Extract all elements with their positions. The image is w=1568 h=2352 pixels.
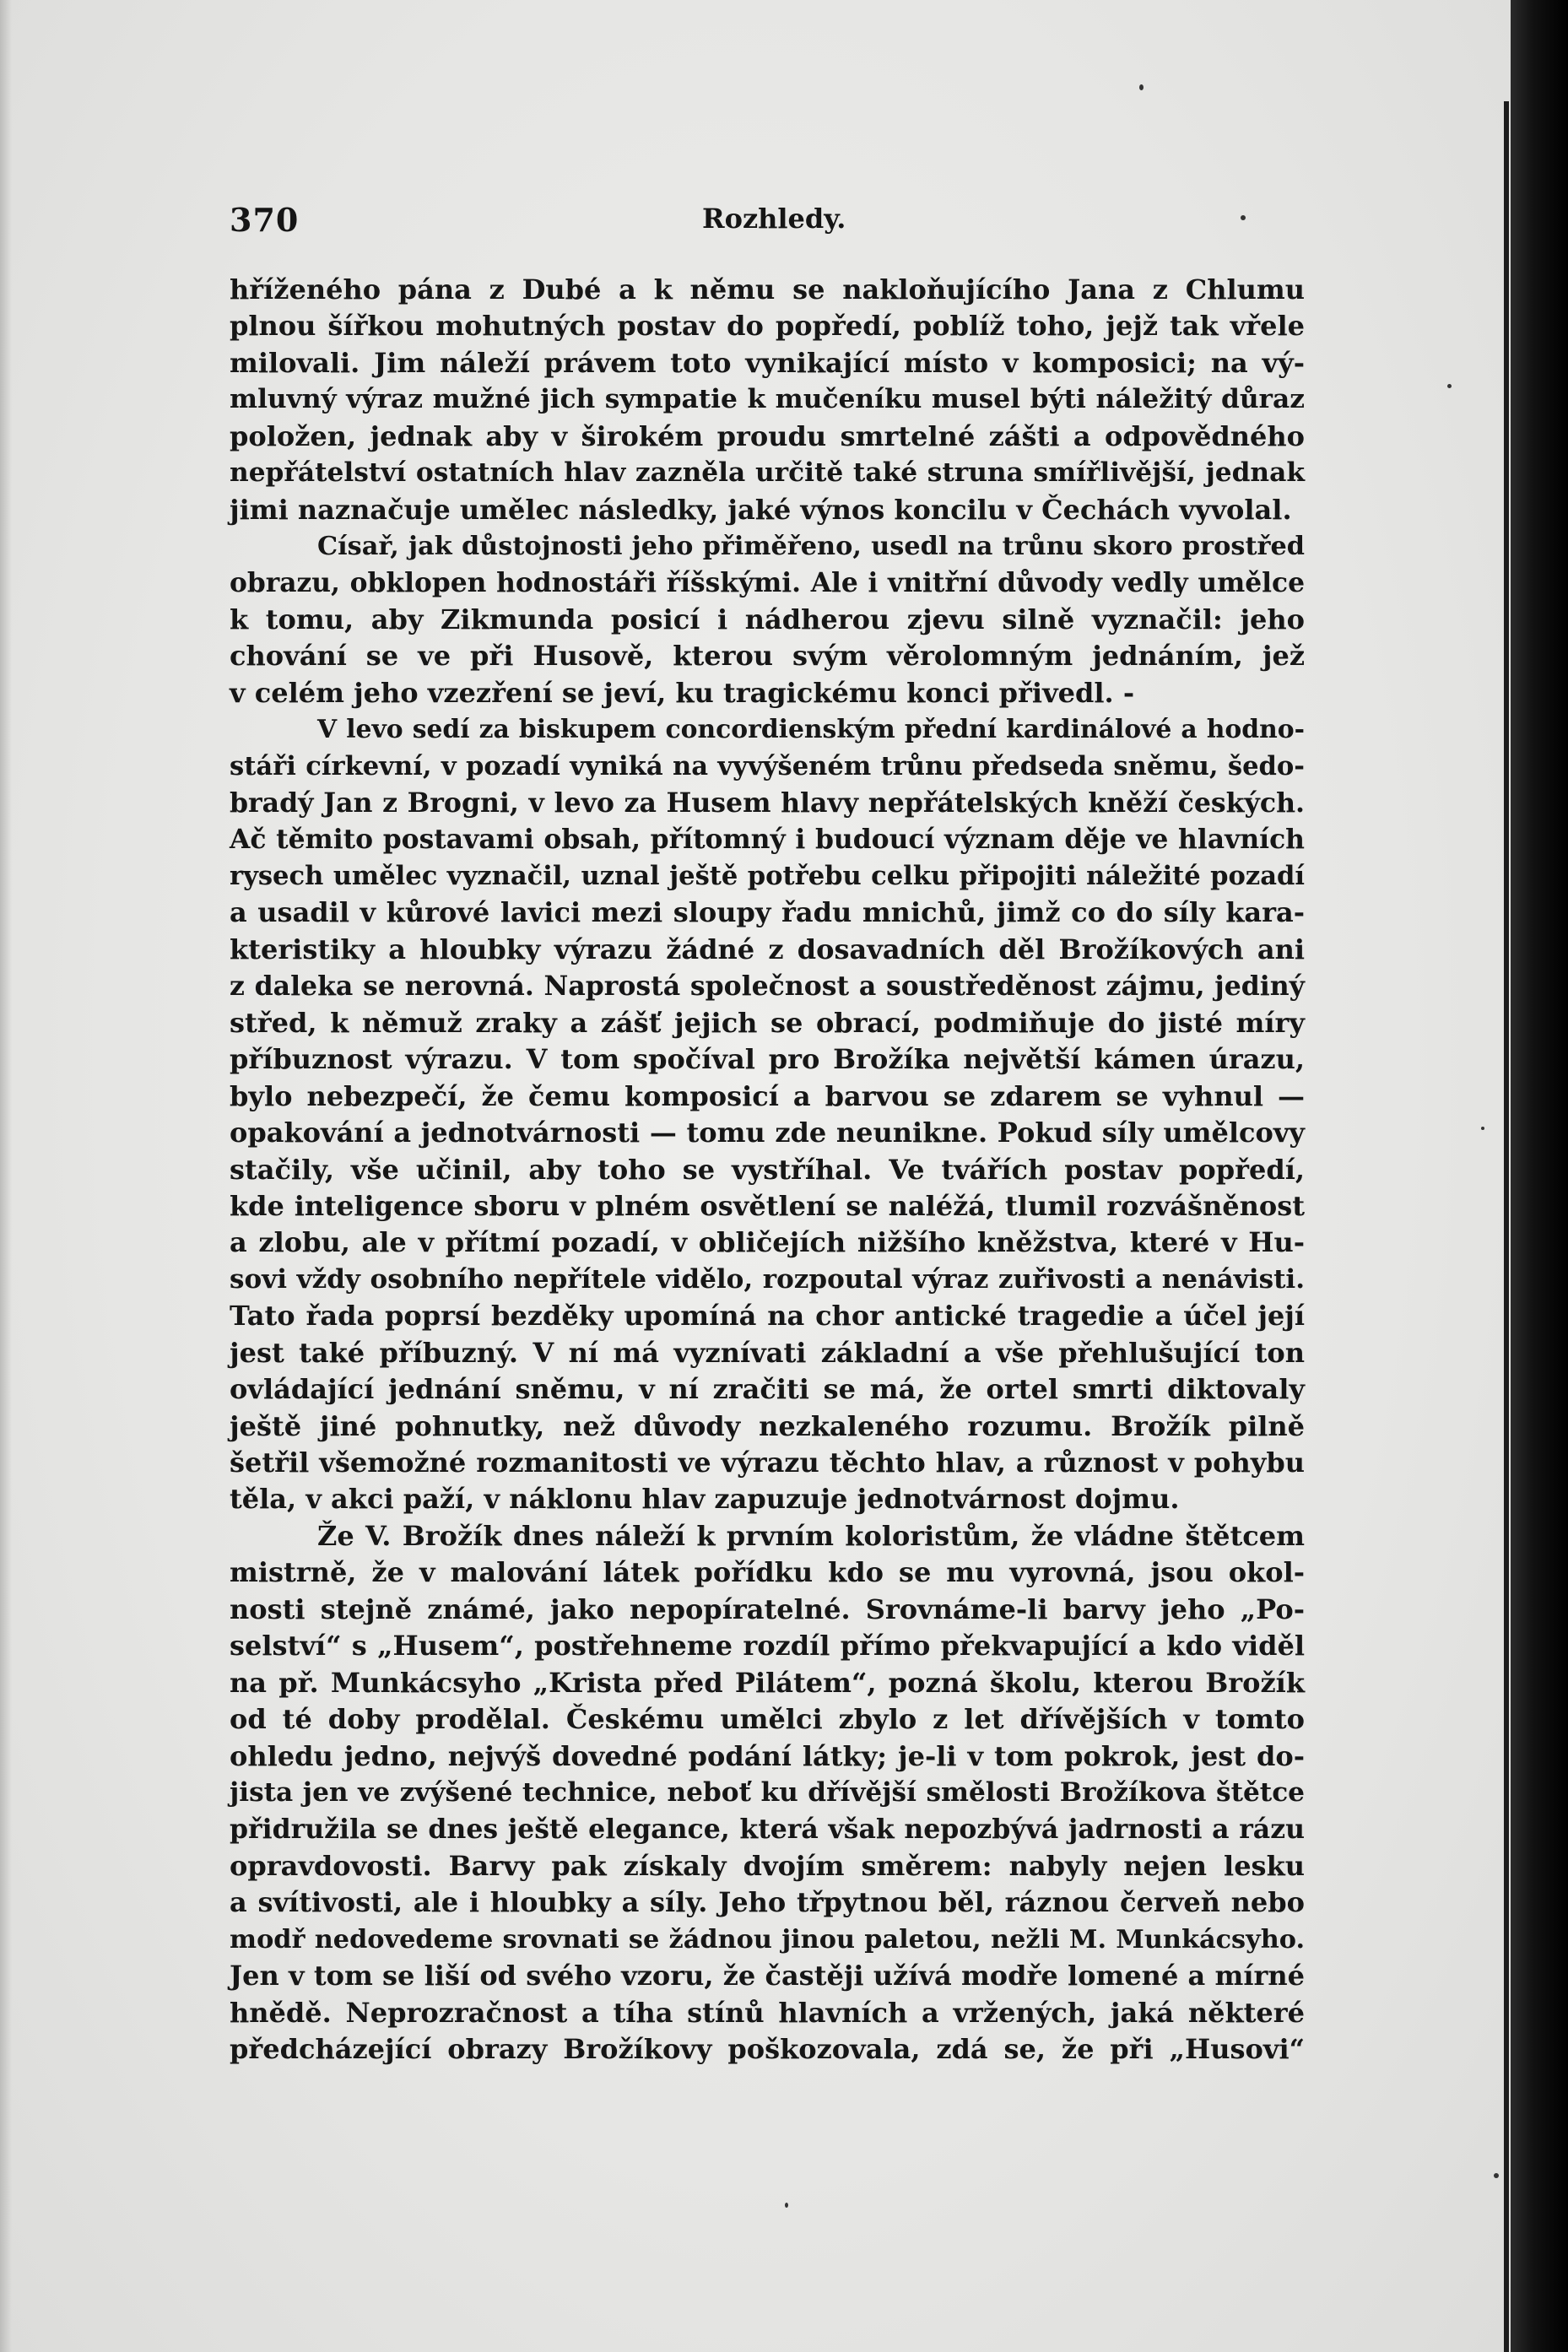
- text-line: opravdovosti. Barvy pak získaly dvojím směrem: nabyly nejen lesku: [230, 1849, 1305, 1882]
- text-line: hnědě. Neprozračnost a tíha stínů hlavních a vržených, jaká některé: [230, 1996, 1305, 2029]
- text-line: Ač těmito postavami obsah, přítomný i budoucí význam děje ve hlavních: [230, 824, 1305, 855]
- body-text: [230, 272, 1305, 2068]
- text-line: a usadil v kůrové lavici mezi sloupy řadu mnichů, jimž co do síly kara-: [230, 896, 1305, 929]
- text-line: selství“ s „Husem“, postřehneme rozdíl přímo překvapující a kdo viděl: [230, 1630, 1305, 1663]
- text-line: v celém jeho vzezření se jeví, ku tragickému konci přivedl. -: [230, 676, 1135, 709]
- scan-speck: [1139, 84, 1144, 90]
- text-line: ohledu jedno, nejvýš dovedné podání látky; je-li v tom pokrok, jest do-: [230, 1739, 1305, 1772]
- text-line: přidružila se dnes ještě elegance, která však nepozbývá jadrnosti a rázu: [230, 1814, 1305, 1846]
- text-line: jimi naznačuje umělec následky, jaké výnos koncilu v Čechách vyvolal.: [230, 493, 1292, 526]
- text-line: stáři církevní, v pozadí vyniká na vyvýšeném trůnu předseda sněmu, šedo-: [230, 750, 1305, 781]
- text-line: k tomu, aby Zikmunda posicí i nádherou zjevu silně vyznačil: jeho: [230, 603, 1305, 635]
- text-line: bradý Jan z Brogni, v levo za Husem hlavy nepřátelských kněží českých.: [230, 787, 1305, 819]
- scan-speck: [1481, 1127, 1484, 1130]
- scan-speck: [1447, 384, 1452, 388]
- text-line: kteristiky a hloubky výrazu žádné z dosavadních děl Brožíkových ani: [230, 933, 1305, 965]
- text-line: Jen v tom se liší od svého vzoru, že častěji užívá modře lomené a mírné: [230, 1960, 1305, 1992]
- text-line: a zlobu, ale v přítmí pozadí, v obličejích nižšího kněžstva, které v Hu-: [230, 1226, 1305, 1259]
- text-line: nepřátelství ostatních hlav zazněla určitě také struna smířlivější, jednak: [230, 457, 1305, 489]
- text-line: stačily, vše učinil, aby toho se vystříhal. Ve tvářích postav popředí,: [230, 1153, 1305, 1186]
- text-line: z daleka se nerovná. Naprostá společnost a soustředěnost zájmu, jediný: [230, 971, 1305, 1003]
- running-title: Rozhledy.: [702, 203, 846, 235]
- text-line: bylo nebezpečí, že čemu komposicí a barvou se zdarem se vyhnul —: [230, 1079, 1305, 1112]
- text-line: obrazu, obklopen hodnostáři říšskými. Ale i vnitřní důvody vedly umělce: [230, 567, 1305, 598]
- text-line: a svítivosti, ale i hloubky a síly. Jeho třpytnou běl, ráznou červeň nebo: [230, 1886, 1305, 1919]
- page-number: 370: [230, 201, 300, 239]
- text-line: na př. Munkácsyho „Krista před Pilátem“, pozná školu, kterou Brožík: [230, 1666, 1305, 1699]
- text-line: ještě jiné pohnutky, než důvody nezkaleného rozumu. Brožík pilně: [230, 1409, 1305, 1442]
- text-line: jista jen ve zvýšené technice, neboť ku dřívější smělosti Brožíkova štětce: [230, 1776, 1305, 1808]
- text-line: hříženého pána z Dubé a k němu se nakloňujícího Jana z Chlumu: [230, 273, 1305, 305]
- text-line: ovládající jednání sněmu, v ní zračiti se má, že ortel smrti diktovaly: [230, 1373, 1305, 1406]
- text-line: modř nedovedeme srovnati se žádnou jinou paletou, nežli M. Munkácsyho.: [230, 1924, 1305, 1955]
- text-line: střed, k němuž zraky a zášť jejich se obrací, podmiňuje do jisté míry: [230, 1006, 1305, 1039]
- text-line: chování se ve při Husově, kterou svým věrolomným jednáním, jež: [230, 640, 1305, 673]
- text-line: opakování a jednotvárnosti — tomu zde neunikne. Pokud síly umělcovy: [230, 1117, 1305, 1149]
- text-line: plnou šířkou mohutných postav do popředí, poblíž toho, jejž tak vřele: [230, 310, 1305, 343]
- text-line: předcházející obrazy Brožíkovy poškozovala, zdá se, že při „Husovi“: [230, 2033, 1305, 2065]
- scan-speck: [1494, 2173, 1499, 2178]
- text-line: položen, jednak aby v širokém proudu smrtelné zášti a odpovědného: [230, 419, 1305, 452]
- text-line: sovi vždy osobního nepřítele vidělo, rozpoutal výraz zuřivosti a nenávisti.: [230, 1263, 1305, 1295]
- page-edge-line: [1504, 101, 1509, 2352]
- text-line: šetřil všemožné rozmanitosti ve výrazu těchto hlav, a různost v pohybu: [230, 1446, 1305, 1479]
- text-line: rysech umělec vyznačil, uznal ještě potřebu celku připojiti náležité pozadí: [230, 861, 1305, 891]
- scan-speck: [1241, 215, 1246, 220]
- text-line: V levo sedí za biskupem concordienským přední kardinálové a hodno-: [317, 715, 1305, 745]
- text-line: Že V. Brožík dnes náleží k prvním koloristům, že vládne štětcem: [317, 1519, 1305, 1552]
- text-line: nosti stejně známé, jako nepopíratelné. Srovnáme-li barvy jeho „Po-: [230, 1592, 1305, 1625]
- text-line: příbuznost výrazu. V tom spočíval pro Brožíka největší kámen úrazu,: [230, 1043, 1305, 1076]
- scan-speck: [785, 2203, 788, 2208]
- text-line: mistrně, že v malování látek pořídku kdo se mu vyrovná, jsou okol-: [230, 1556, 1305, 1589]
- text-line: jest také příbuzný. V ní má vyznívati základní a vše přehlušující ton: [230, 1336, 1305, 1369]
- text-line: Císař, jak důstojnosti jeho přiměřeno, usedl na trůnu skoro prostřed: [317, 532, 1305, 562]
- text-line: těla, v akci paží, v náklonu hlav zapuzuje jednotvárnost dojmu.: [230, 1483, 1180, 1516]
- page-header: [230, 201, 1301, 251]
- scan-border: [1511, 0, 1568, 2352]
- text-line: mluvný výraz mužné jich sympatie k mučeníku musel býti náležitý důraz: [230, 384, 1305, 415]
- text-line: Tato řada poprsí bezděky upomíná na chor antické tragedie a účel její: [230, 1300, 1305, 1333]
- text-line: od té doby prodělal. Českému umělci zbylo z let dřívějších v tomto: [230, 1703, 1305, 1736]
- text-line: kde inteligence sboru v plném osvětlení se naléžá, tlumil rozvášněnost: [230, 1189, 1305, 1222]
- page-shadow: [0, 0, 12, 2352]
- text-line: milovali. Jim náleží právem toto vynikající místo v komposici; na vý-: [230, 346, 1305, 379]
